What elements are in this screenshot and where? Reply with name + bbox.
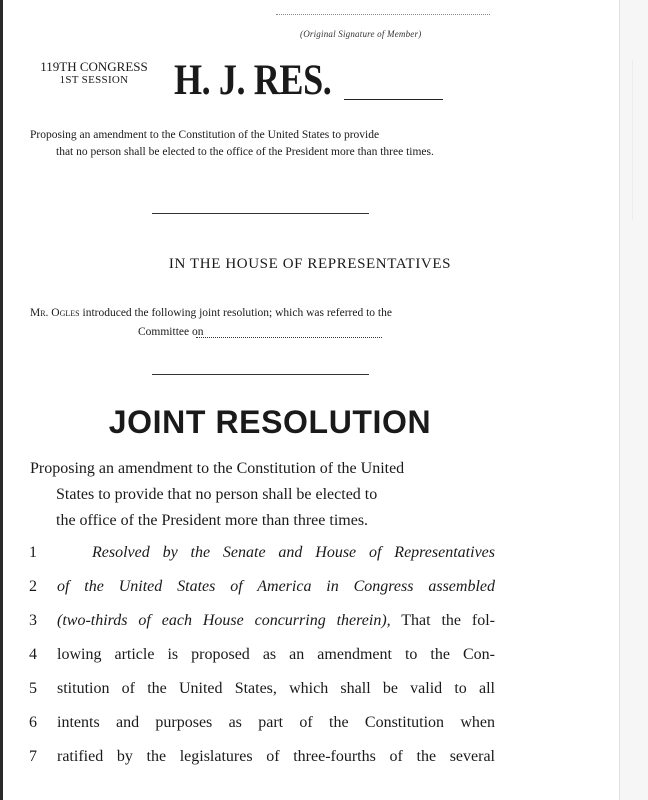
line-number: 4 bbox=[29, 646, 37, 663]
line-text bbox=[57, 608, 495, 634]
line-text bbox=[92, 540, 495, 566]
divider-rule bbox=[152, 374, 369, 375]
enacting-clause: Resolved by the Senate and House of Representatives bbox=[92, 544, 495, 561]
line-number: 6 bbox=[29, 714, 37, 731]
line-number: 2 bbox=[29, 578, 37, 595]
congress-number: 119TH CONGRESS bbox=[40, 59, 148, 74]
bill-caption bbox=[30, 127, 495, 161]
resolution-title bbox=[30, 456, 500, 534]
line-text: ratified by the legislatures of three-fourths of the several bbox=[57, 748, 495, 765]
bill-type: H. J. RES. bbox=[174, 57, 332, 104]
signature-caption: (Original Signature of Member) bbox=[300, 29, 422, 39]
session-number: 1ST SESSION bbox=[59, 74, 129, 86]
chamber-heading: IN THE HOUSE OF REPRESENTATIVES bbox=[168, 256, 452, 272]
line-text-roman: That the fol- bbox=[401, 612, 496, 629]
resolution-heading: JOINT RESOLUTION bbox=[108, 404, 432, 440]
line-number: 5 bbox=[29, 680, 37, 697]
resolution-title-line-1: Proposing an amendment to the Constitution of the United bbox=[30, 460, 405, 477]
line-text: stitution of the United States, which shall be valid to all bbox=[57, 680, 495, 697]
line-number: 3 bbox=[29, 612, 37, 629]
bill-number-blank bbox=[344, 99, 443, 100]
enacting-clause: (two-thirds of each House concurring therein), bbox=[57, 612, 391, 629]
line-text: lowing article is proposed as an amendment to the Con- bbox=[57, 646, 495, 663]
page-right-margin bbox=[620, 0, 648, 800]
sponsor-name: Mr. Ogles bbox=[30, 307, 80, 319]
resolution-title-line-3: the office of the President more than three times. bbox=[56, 512, 369, 529]
line-number: 7 bbox=[29, 748, 37, 765]
committee-blank bbox=[196, 337, 382, 338]
margin-mark bbox=[632, 60, 633, 220]
caption-continuation: that no person shall be elected to the office of the President more than three times. bbox=[56, 146, 434, 158]
caption-line-1: Proposing an amendment to the Constitution of the United States to provide bbox=[30, 129, 380, 141]
line-number: 1 bbox=[29, 544, 37, 561]
page-left-border bbox=[0, 0, 3, 800]
enacting-clause: of the United States of America in Congress assembled bbox=[57, 578, 495, 595]
committee-label: Committee on bbox=[138, 326, 204, 338]
resolution-title-line-2: States to provide that no person shall be elected to bbox=[56, 486, 378, 503]
divider-rule bbox=[152, 213, 369, 214]
signature-line bbox=[276, 14, 490, 15]
introduction-text: introduced the following joint resolution; which was referred to the bbox=[82, 307, 392, 319]
introduction-line bbox=[30, 305, 495, 322]
line-text bbox=[57, 574, 495, 600]
line-text: intents and purposes as part of the Constitution when bbox=[57, 714, 495, 731]
